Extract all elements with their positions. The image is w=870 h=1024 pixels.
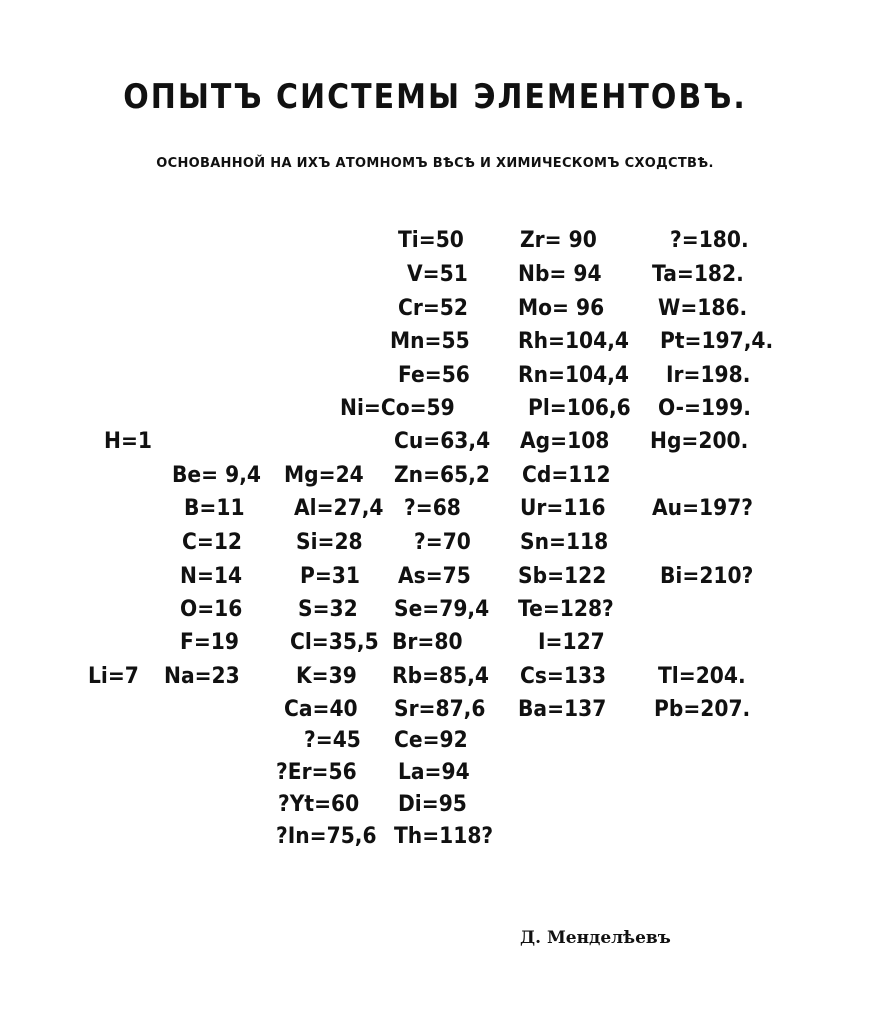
element-nb: Nb= 94 [518, 262, 602, 287]
element-w: W=186. [658, 296, 748, 321]
element-unknown-68: ?=68 [404, 496, 461, 521]
element-o: O=16 [180, 597, 243, 622]
element-unknown-180: ?=180. [670, 228, 749, 253]
element-ru: Rn=104,4 [518, 363, 629, 388]
element-na: Na=23 [164, 664, 240, 689]
element-v: V=51 [407, 262, 468, 287]
element-ce: Ce=92 [394, 728, 468, 753]
element-b: B=11 [184, 496, 245, 521]
element-n: N=14 [180, 564, 243, 589]
element-be: Be= 9,4 [172, 463, 262, 488]
element-er: ?Er=56 [276, 760, 357, 785]
element-tl: Tl=204. [658, 664, 746, 689]
element-unknown-70: ?=70 [414, 530, 471, 555]
element-se: Se=79,4 [394, 597, 490, 622]
element-k: K=39 [296, 664, 357, 689]
element-i: I=127 [538, 630, 605, 655]
element-pb: Pb=207. [654, 697, 751, 722]
element-mn: Mn=55 [390, 329, 470, 354]
element-sn: Sn=118 [520, 530, 609, 555]
element-zr: Zr= 90 [520, 228, 597, 253]
element-zn: Zn=65,2 [394, 463, 490, 488]
element-mg: Mg=24 [284, 463, 364, 488]
element-ir: Ir=198. [666, 363, 751, 388]
element-h: H=1 [104, 429, 152, 454]
element-mo: Mo= 96 [518, 296, 605, 321]
element-di: Di=95 [398, 792, 467, 817]
element-os: O-=199. [658, 396, 751, 421]
element-bi: Bi=210? [660, 564, 754, 589]
element-cu: Cu=63,4 [394, 429, 491, 454]
element-cl: Cl=35,5 [290, 630, 379, 655]
element-cd: Cd=112 [522, 463, 611, 488]
element-al: Al=27,4 [294, 496, 384, 521]
element-unknown-45: ?=45 [304, 728, 361, 753]
element-cr: Cr=52 [398, 296, 468, 321]
element-yt: ?Yt=60 [278, 792, 360, 817]
element-c: C=12 [182, 530, 242, 555]
element-si: Si=28 [296, 530, 363, 555]
author-signature: Д. Менделѣевъ [520, 928, 671, 948]
element-s: S=32 [298, 597, 358, 622]
element-br: Br=80 [392, 630, 463, 655]
element-cs: Cs=133 [520, 664, 607, 689]
element-hg: Hg=200. [650, 429, 749, 454]
element-la: La=94 [398, 760, 470, 785]
element-ba: Ba=137 [518, 697, 607, 722]
element-ti: Ti=50 [398, 228, 464, 253]
element-ca: Ca=40 [284, 697, 358, 722]
element-ni-co: Ni=Co=59 [340, 396, 455, 421]
element-ag: Ag=108 [520, 429, 610, 454]
element-ur: Ur=116 [520, 496, 606, 521]
element-au: Au=197? [652, 496, 754, 521]
element-th: Th=118? [394, 824, 494, 849]
page-title: ОПЫТЪ СИСТЕМЫ ЭЛЕМЕНТОВЪ. [123, 77, 747, 118]
element-rb: Rb=85,4 [392, 664, 489, 689]
page-subtitle: ОСНОВАННОЙ НА ИХЪ АТОМНОМЪ ВѢСѢ И ХИМИЧЕСКОМЪ СХОДСТВѢ. [156, 156, 714, 171]
element-li: Li=7 [88, 664, 139, 689]
element-sr: Sr=87,6 [394, 697, 486, 722]
element-pd: Pl=106,6 [528, 396, 631, 421]
element-ta: Ta=182. [652, 262, 744, 287]
element-te: Te=128? [518, 597, 614, 622]
element-in: ?In=75,6 [276, 824, 377, 849]
element-as: As=75 [398, 564, 471, 589]
element-pt: Pt=197,4. [660, 329, 774, 354]
element-p: P=31 [300, 564, 360, 589]
element-f: F=19 [180, 630, 239, 655]
element-sb: Sb=122 [518, 564, 607, 589]
element-rh: Rh=104,4 [518, 329, 629, 354]
element-fe: Fe=56 [398, 363, 470, 388]
